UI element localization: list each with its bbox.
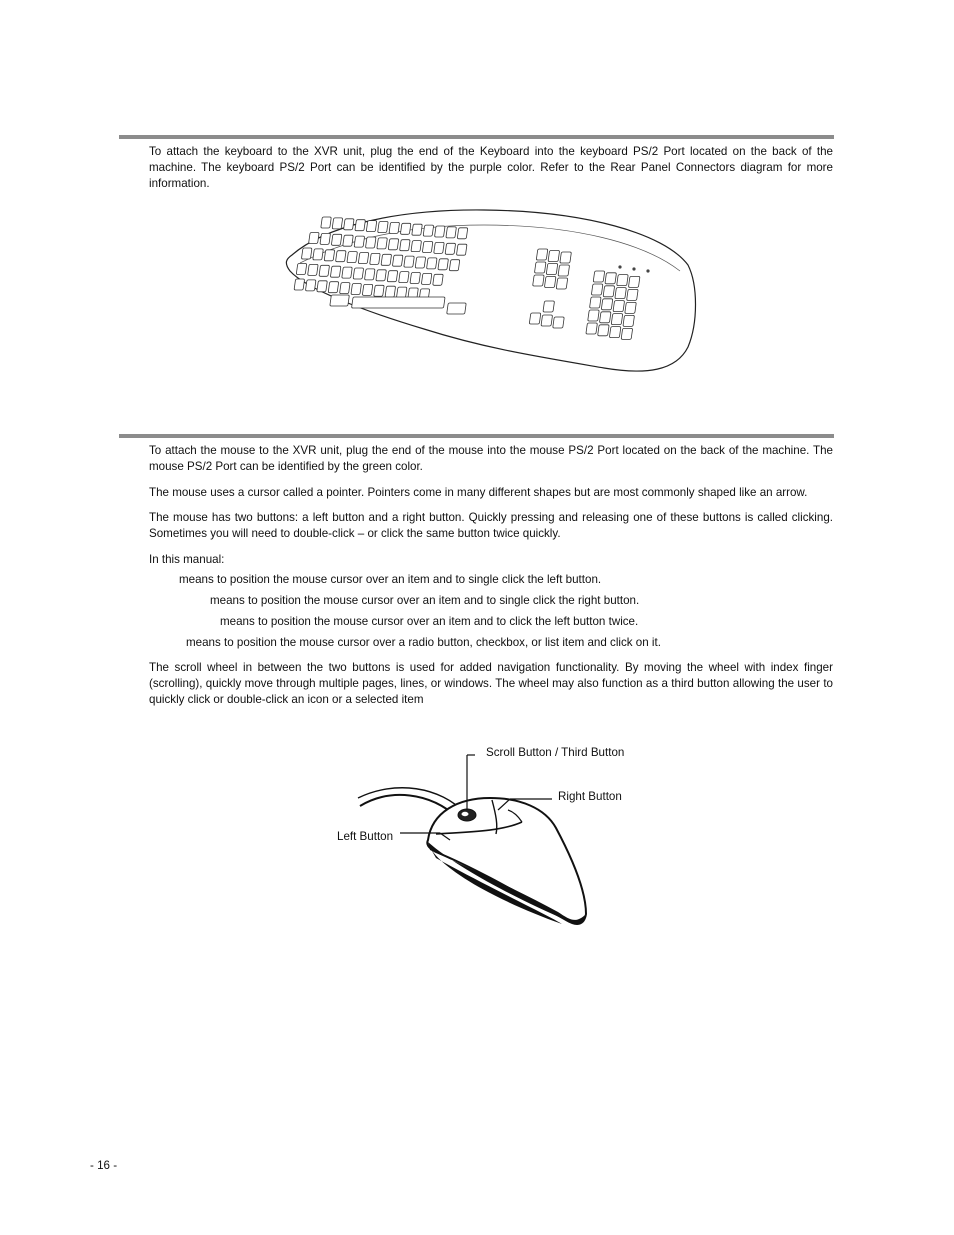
- keyboard-key: [422, 242, 433, 253]
- keyboard-key: [434, 242, 445, 253]
- keyboard-key: [370, 253, 381, 264]
- keyboard-led: [618, 265, 621, 268]
- keyboard-paragraph: To attach the keyboard to the XVR unit, plug the end of the Keyboard into the keyboard PS/2 Port located on the back of the machine. The keyboard PS/2 Port can be identified by the purple color. Refer to the Rear Panel Connectors diagram for more information.: [149, 145, 833, 190]
- keyboard-key: [358, 253, 369, 264]
- keyboard-key: [400, 223, 411, 234]
- page-number: - 16 -: [90, 1159, 118, 1172]
- keyboard-key: [388, 239, 399, 250]
- keyboard-key: [536, 249, 548, 260]
- keyboard-key: [613, 301, 625, 312]
- keyboard-key: [621, 328, 633, 339]
- definition-click: means to position the mouse cursor over an item and to single click the left button.: [179, 573, 602, 586]
- keyboard-key: [294, 279, 305, 290]
- keyboard-key: [544, 277, 556, 288]
- definition-right-click: means to position the mouse cursor over an item and to single click the right button.: [210, 594, 640, 607]
- keyboard-key: [591, 284, 603, 295]
- keyboard-key: [435, 226, 446, 237]
- definition-select: means to position the mouse cursor over a radio button, checkbox, or list item and click on it.: [186, 636, 661, 649]
- keyboard-key: [456, 244, 467, 255]
- keyboard-key: [353, 268, 364, 279]
- keyboard-key: [331, 234, 342, 245]
- keyboard-key: [605, 273, 617, 284]
- keyboard-key: [399, 272, 410, 283]
- keyboard-key: [351, 284, 362, 295]
- keyboard-key: [296, 264, 307, 275]
- keyboard-key: [548, 251, 560, 262]
- keyboard-key: [446, 227, 457, 238]
- scroll-button-label: Scroll Button / Third Button: [486, 746, 625, 759]
- keyboard-key: [598, 325, 610, 336]
- keyboard-key: [364, 269, 375, 280]
- keyboard-key: [445, 243, 456, 254]
- keyboard-key: [321, 217, 332, 228]
- keyboard-key: [309, 233, 320, 244]
- keyboard-key: [586, 323, 598, 334]
- keyboard-key: [553, 317, 565, 328]
- definition-double-click: means to position the mouse cursor over an item and to click the left button twice.: [220, 615, 639, 628]
- keyboard-key: [344, 219, 355, 230]
- keyboard-key: [378, 222, 389, 233]
- keyboard-led: [632, 267, 635, 270]
- keyboard-key: [387, 271, 398, 282]
- keyboard-key: [617, 275, 629, 286]
- keyboard-key: [404, 256, 415, 267]
- keyboard-key: [560, 252, 572, 263]
- keyboard-key: [421, 273, 432, 284]
- keyboard-key: [305, 280, 316, 291]
- keyboard-key: [320, 233, 331, 244]
- keyboard-key: [627, 289, 639, 300]
- keyboard-key: [366, 221, 377, 232]
- keyboard-key: [533, 275, 545, 286]
- keyboard-key: [628, 276, 640, 287]
- keyboard-key: [381, 254, 392, 265]
- keyboard-key: [330, 295, 350, 306]
- keyboard-key: [365, 237, 376, 248]
- keyboard-key: [423, 225, 434, 236]
- keyboard-key: [354, 236, 365, 247]
- keyboard-key: [385, 286, 396, 297]
- keyboard-key: [410, 273, 421, 284]
- keyboard-key: [623, 315, 635, 326]
- keyboard-key: [301, 248, 312, 259]
- keyboard-key: [427, 258, 438, 269]
- section-divider-mouse: [119, 434, 834, 438]
- left-button-label: Left Button: [337, 830, 394, 843]
- keyboard-key: [433, 274, 444, 285]
- keyboard-key: [601, 299, 613, 310]
- keyboard-key: [529, 313, 541, 324]
- keyboard-key: [330, 266, 341, 277]
- keyboard-key: [336, 251, 347, 262]
- keyboard-key: [342, 267, 353, 278]
- keyboard-key: [556, 278, 568, 289]
- keyboard-key: [625, 302, 637, 313]
- keyboard-key: [362, 284, 373, 295]
- keyboard-key: [415, 257, 426, 268]
- keyboard-key: [374, 285, 385, 296]
- right-button-label: Right Button: [558, 790, 622, 803]
- keyboard-illustration: [284, 205, 698, 377]
- keyboard-key: [590, 297, 602, 308]
- mouse-paragraph-buttons: The mouse has two buttons: a left button and a right button. Quickly pressing and releasing one of these buttons is called clicking. Sometimes you will need to double-click – or click the same button twice quickly.: [149, 511, 833, 540]
- keyboard-key: [389, 222, 400, 233]
- keyboard-key: [449, 260, 460, 271]
- keyboard-key: [332, 218, 343, 229]
- section-divider-keyboard: [119, 135, 834, 139]
- mouse-paragraph-pointer: The mouse uses a cursor called a pointer. Pointers come in many different shapes but are most commonly shaped like an arrow.: [149, 486, 808, 499]
- mouse-paragraph-connect: To attach the mouse to the XVR unit, plug the end of the mouse into the mouse PS/2 Port located on the back of the machine. The mouse PS/2 Port can be identified by the green color.: [149, 444, 833, 473]
- keyboard-key: [328, 282, 339, 293]
- keyboard-key: [376, 270, 387, 281]
- keyboard-key: [438, 259, 449, 270]
- keyboard-key: [447, 303, 467, 314]
- keyboard-key: [599, 312, 611, 323]
- manual-intro: In this manual:: [149, 553, 225, 566]
- keyboard-key: [411, 241, 422, 252]
- keyboard-key: [543, 301, 555, 312]
- keyboard-key: [534, 262, 546, 273]
- keyboard-key: [611, 314, 623, 325]
- keyboard-led: [646, 269, 649, 272]
- keyboard-key: [615, 288, 627, 299]
- mouse-paragraph-scroll: The scroll wheel in between the two buttons is used for added navigation functionality. By moving the wheel with index finger (scrolling), quickly move through multiple pages, lines, or windows. The wheel may also function as a third button allowing the user to quickly click or double-click an icon or a selected item: [149, 661, 833, 706]
- keyboard-key: [377, 238, 388, 249]
- keyboard-key: [546, 264, 558, 275]
- keyboard-key: [396, 287, 407, 298]
- keyboard-key: [609, 327, 621, 338]
- keyboard-key: [308, 264, 319, 275]
- keyboard-key: [340, 283, 351, 294]
- keyboard-key: [317, 281, 328, 292]
- keyboard-key: [593, 271, 605, 282]
- keyboard-key: [541, 315, 553, 326]
- keyboard-key: [400, 240, 411, 251]
- keyboard-key: [313, 249, 324, 260]
- keyboard-key: [392, 255, 403, 266]
- keyboard-key: [324, 250, 335, 261]
- keyboard-key: [603, 286, 615, 297]
- keyboard-key: [412, 224, 423, 235]
- keyboard-key: [352, 297, 446, 308]
- keyboard-key: [319, 265, 330, 276]
- keyboard-key: [457, 228, 468, 239]
- keyboard-key: [343, 235, 354, 246]
- keyboard-key: [558, 265, 570, 276]
- keyboard-key: [355, 220, 366, 231]
- keyboard-key: [347, 252, 358, 263]
- keyboard-key: [588, 310, 600, 321]
